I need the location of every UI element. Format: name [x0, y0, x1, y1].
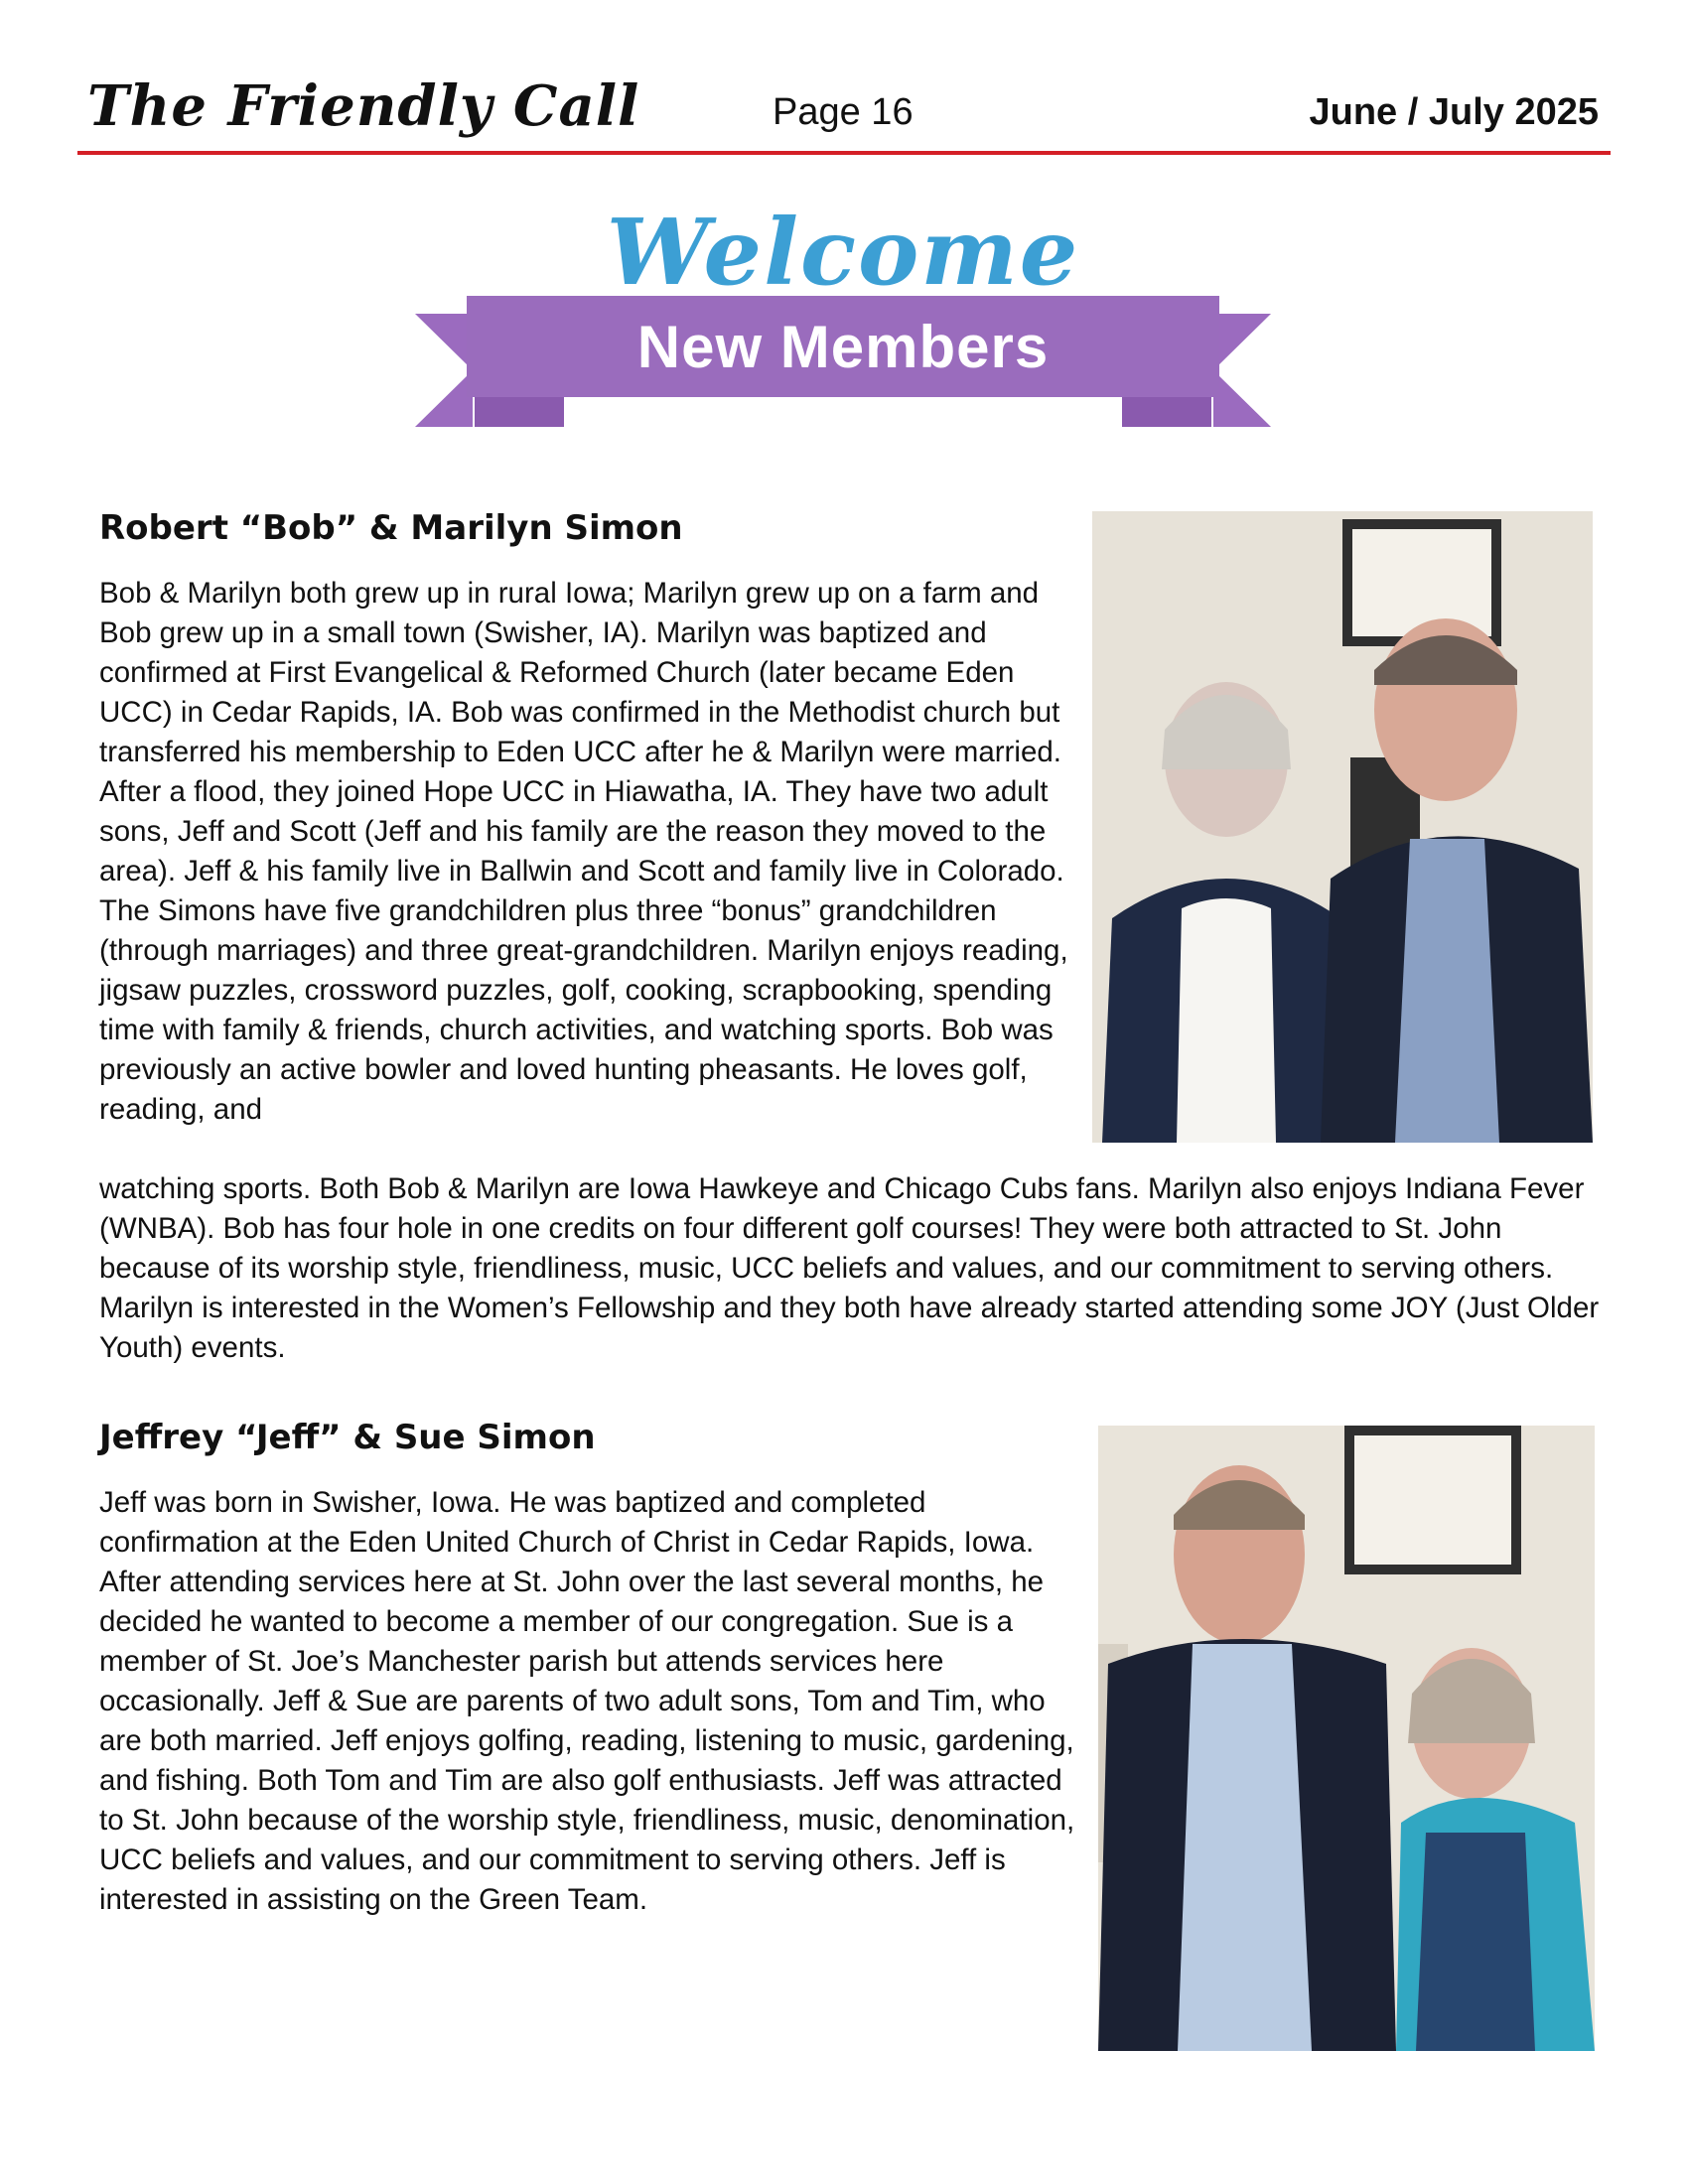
photo-bob-marilyn [1092, 511, 1593, 1143]
page-header [77, 69, 1611, 155]
ribbon-tail-right [1213, 314, 1271, 427]
masthead-title: The Friendly Call [87, 73, 640, 139]
section-body-jeff-sue: Jeff was born in Swisher, Iowa. He was baptized and completed confirmation at the Eden United Church of Christ in Cedar Rapids, Iowa. After attending services here at St. John over the last several months, he decided he wanted to become a member of our congregation. Sue is a member of St. Joe’s Manchester parish but attends services here occasionally. Jeff & Sue are parents of two adult sons, Tom and Tim, who are both married. Jeff enjoys golfing, reading, listening to music, gardening, and fishing. Both Tom and Tim are also golf enthusiasts. Jeff was attracted to St. John because of the worship style, friendliness, music, denomination, UCC beliefs and values, and our commitment to serving others. Jeff is interested in assisting on the Green Team. [99, 1486, 1075, 1916]
header-rule [77, 151, 1611, 155]
section-body-bob-marilyn: Bob & Marilyn both grew up in rural Iowa; Marilyn grew up on a farm and Bob grew up in a small town (Swisher, IA). Marilyn was baptized and confirmed at First Evangelical & Reformed Church (later became Eden UCC) in Cedar Rapids, IA. Bob was confirmed in the Methodist church but transferred his membership to Eden UCC after he & Marilyn were married. After a flood, they joined Hope UCC in Hiawatha, IA. They have two adult sons, Jeff and Scott (Jeff and his family are the reason they moved to the area). Jeff & his family live in Ballwin and Scott and family live in Colorado. The Simons have five grandchildren plus three “bonus” grandchildren (through marriages) and three great-grandchildren. Marilyn enjoys reading, jigsaw puzzles, crossword puzzles, golf, cooking, scrapbooking, spending time with family & friends, church activities, and watching sports. Bob was previously an active bowler and loved hunting pheasants. He loves golf, reading, and [99, 577, 1068, 1126]
banner-members-text: New Members [636, 313, 1050, 380]
section-body-bob-marilyn-continued: watching sports. Both Bob & Marilyn are Iowa Hawkeye and Chicago Cubs fans. Marilyn also enjoys Indiana Fever (WNBA). Bob has four hole in one credits on four different golf courses! They were both attracted to St. John because of its worship style, friendliness, music, UCC beliefs and values, and our commitment to serving others. Marilyn is interested in the Women’s Fellowship and they both have already started attending some JOY (Just Older Youth) events. [99, 1172, 1600, 1364]
page-number: Page 16 [773, 91, 914, 133]
section-title-jeff-sue: Jeffrey “Jeff” & Sue Simon [99, 1418, 596, 1457]
photo-jeff-sue-illustration [1098, 1426, 1595, 2051]
welcome-banner [415, 199, 1271, 427]
issue-date: June / July 2025 [1309, 91, 1599, 133]
section-title-bob-marilyn: Robert “Bob” & Marilyn Simon [99, 508, 683, 548]
photo-jeff-sue [1098, 1426, 1595, 2051]
photo-bob-marilyn-illustration [1092, 511, 1593, 1143]
ribbon-tail-left [415, 314, 473, 427]
banner-welcome-text: Welcome [606, 199, 1080, 306]
ribbon-main [467, 296, 1219, 397]
